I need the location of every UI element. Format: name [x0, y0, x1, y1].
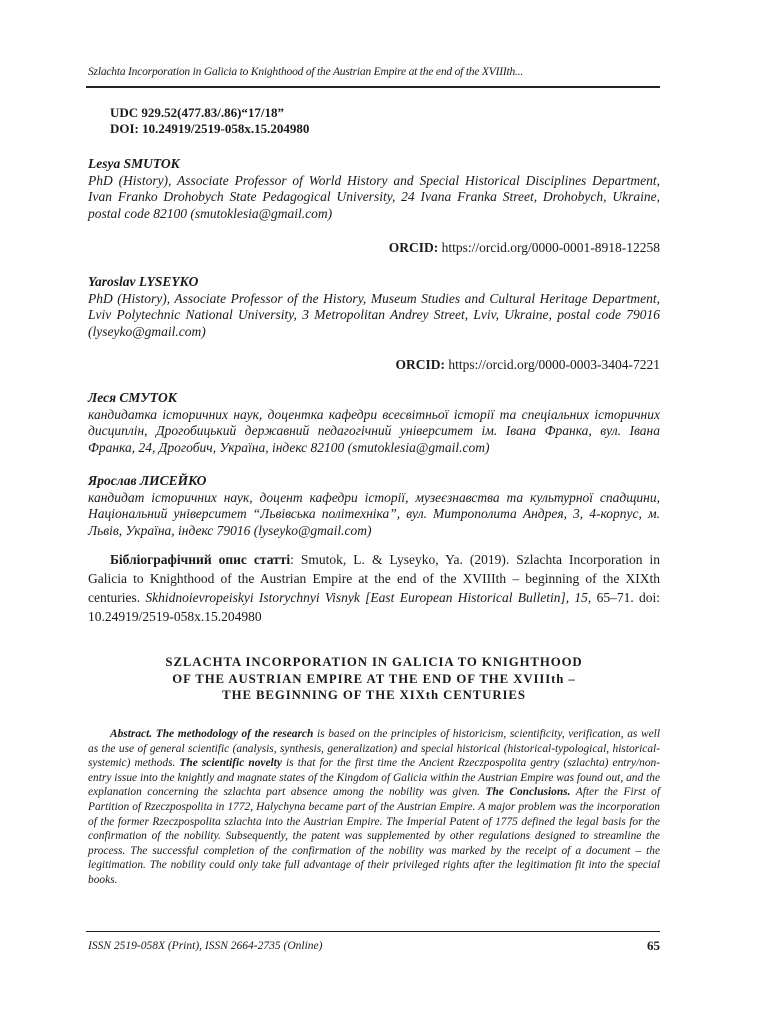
conclusions-text: After the First of Partition of Rzeczpospolita in 1772, Halychyna became part of the Austrian Empire. A major problem was the incorporation of the former Rzeczpospolita szlachta into the Austrian Empire. The Imperial Patent of 1775 defined the legal basis for the confirmation of the nobility. Subsequently, the patent was supplemented by other regulations designed to streamline the process. The successful completion of the confirmation of the nobility was marked by the receipt of a document – the legitimation. The nobility could only take full advantage of their privileged rights after the legitimation fit into the special books.: [88, 786, 661, 886]
novelty-text: is that for the first time the Ancient Rzeczpospolita gentry (szlachta) entry/non-entry issue into the knightly and magnate states of the Kingdom of Galicia within the Austrian Empire was found out, and the explanation concerning the szlachta part absence among the nobility was given.: [88, 757, 660, 799]
methodology-text: is based on the principles of historicism, scientificity, verification, as well as the use of general scientific (analysis, synthesis, generalization) and special historical (historical-typological, historical-systemic) methods.: [88, 728, 660, 770]
bibliographic-citation: [88, 550, 660, 626]
author-name: Ярослав ЛИСЕЙКО: [88, 473, 207, 488]
novelty-label: The scientific novelty: [179, 757, 282, 770]
orcid-label: ORCID:: [388, 240, 439, 255]
citation-pages-doi: 65–71. doi: 10.24919/2519-058x.15.204980: [88, 590, 660, 624]
author-affiliation: кандидатка історичних наук, доцентка кафедри всесвітньої історії та спеціальних історичних дисциплін, Дрогобицький державний педагогічний університет ім. Івана Франка, вул. Івана Франка, 24, Дрогобич, Україна, індекс 82100 (smutoklesia@gmail.com): [88, 406, 660, 455]
citation-text: : Smutok, L. & Lyseyko, Ya. (2019). Szlachta Incorporation in Galicia to Knighthood of the Austrian Empire at the end of the XVIIIth – beginning of the XIXth centuries.: [88, 552, 661, 605]
footer-rule: [86, 931, 660, 932]
article-title: [88, 654, 660, 704]
author-block-1: [88, 156, 660, 222]
author-name: Lesya SMUTOK: [88, 156, 180, 171]
author-name: Леся СМУТОК: [88, 390, 177, 405]
abstract-label: Abstract.: [110, 728, 153, 740]
author-affiliation: кандидат історичних наук, доцент кафедри історії, музеєзнавства та культурної спадщини, Національний університет “Львівська політехніка”, вул. Митрополита Андрея, 3, 4-корпус, м. Львів, Україна, індекс 79016 (lyseyko@gmail.com): [88, 489, 660, 538]
author-name: Yaroslav LYSEYKO: [88, 274, 199, 289]
abstract: [88, 727, 660, 888]
author-block-4: [88, 473, 660, 539]
running-header: Szlachta Incorporation in Galicia to Knighthood of the Austrian Empire at the end of the XVIIIth...: [88, 66, 524, 78]
conclusions-label: The Conclusions.: [485, 786, 571, 799]
citation-journal: Skhidnoievropeiskyi Istorychnyi Visnyk [East European Historical Bulletin], 15,: [145, 590, 592, 605]
author-block-2: [88, 274, 660, 340]
title-line: THE BEGINNING OF THE XIXth CENTURIES: [222, 688, 526, 702]
doi: DOI: 10.24919/2519-058x.15.204980: [110, 121, 310, 136]
title-line: SZLACHTA INCORPORATION IN GALICIA TO KNIGHTHOOD: [165, 655, 583, 669]
methodology-label: The methodology of the research: [152, 728, 314, 740]
header-rule: [86, 86, 660, 88]
citation-label: Бібліографічний опис статті: [110, 552, 291, 567]
orcid-link[interactable]: https://orcid.org/0000-0003-3404-7221: [445, 357, 660, 372]
title-line: OF THE AUSTRIAN EMPIRE AT THE END OF THE XVIIIth –: [172, 671, 576, 686]
author-affiliation: PhD (History), Associate Professor of World History and Special Historical Disciplines Department, Ivan Franko Drohobych State Pedagogical University, 24 Ivana Franka Street, Drohobych, Ukraine, postal code 82100 (smutoklesia@gmail.com): [88, 172, 660, 221]
author-block-3: [88, 390, 660, 456]
page-number: 65: [647, 938, 660, 953]
orcid-line-1: [389, 240, 660, 256]
author-affiliation: PhD (History), Associate Professor of the History, Museum Studies and Cultural Heritage Department, Lviv Polytechnic National University, 3 Metropolitan Andrey Street, Lviv, Ukraine, postal code 79016 (lyseyko@gmail.com): [88, 290, 660, 339]
udc-code: UDC 929.52(477.83/.86)“17/18”: [110, 105, 285, 120]
orcid-line-2: [396, 357, 661, 373]
orcid-label: ORCID:: [395, 357, 445, 372]
issn-footer: ISSN 2519-058X (Print), ISSN 2664-2735 (Online): [88, 940, 323, 952]
orcid-link[interactable]: https://orcid.org/0000-0001-8918-12258: [438, 240, 660, 255]
identifiers: [110, 105, 309, 137]
